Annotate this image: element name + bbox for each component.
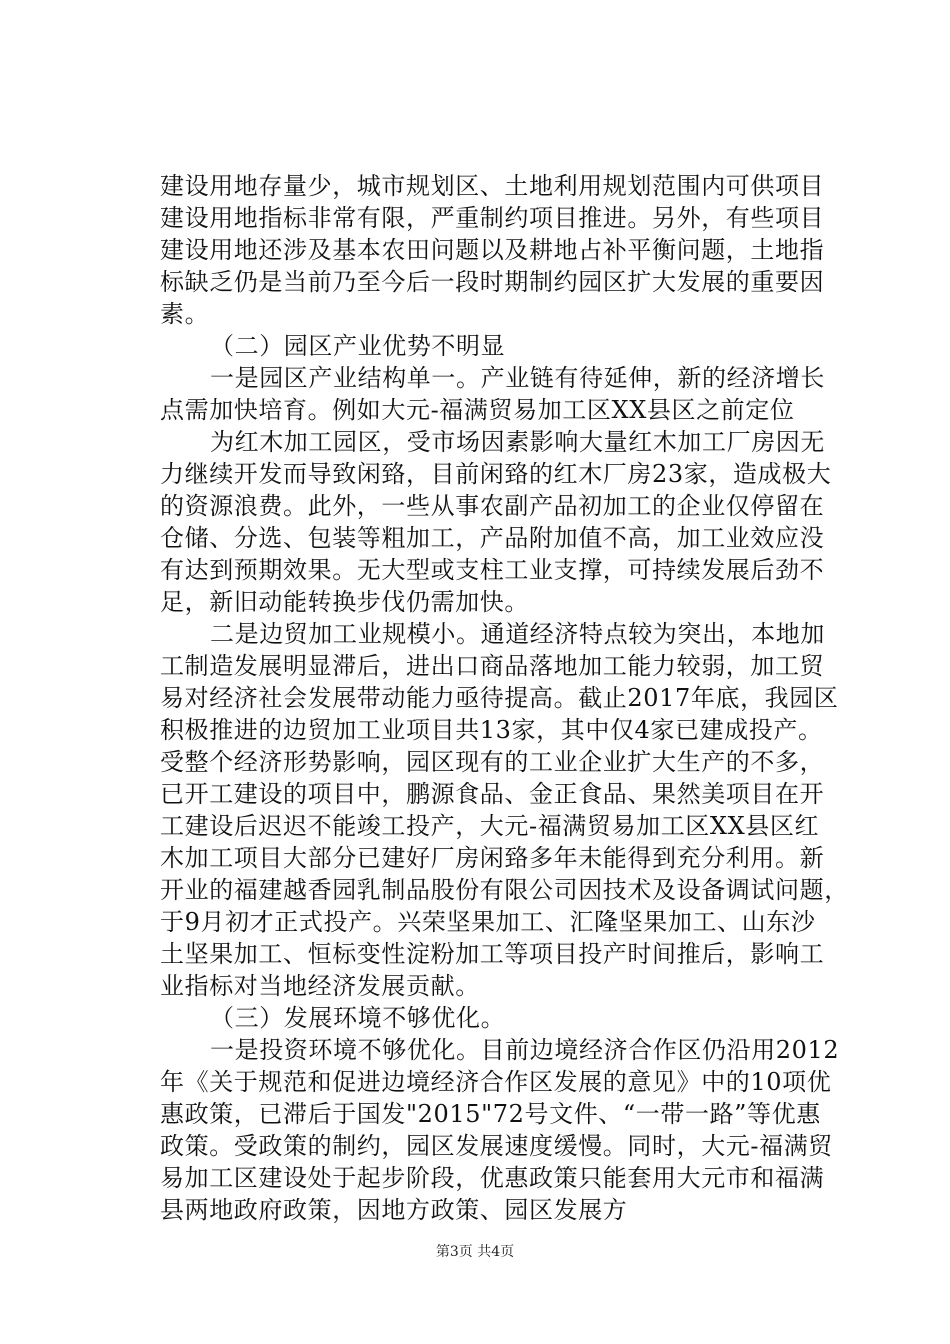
section-heading: （二）园区产业优势不明显 — [210, 332, 506, 360]
text-line: 为红木加工园区，受市场因素影响大量红木加工厂房因无 — [210, 428, 825, 456]
text-line: 标缺乏仍是当前乃至今后一段时期制约园区扩大发展的重要因 — [160, 268, 825, 296]
text-line: 受整个经济形势影响，园区现有的工业企业扩大生产的不多， — [160, 748, 825, 776]
text-line: 足，新旧动能转换步伐仍需加快。 — [160, 588, 529, 616]
text-line: 的资源浪费。此外，一些从事农副产品初加工的企业仅停留在 — [160, 492, 825, 520]
text-line: 惠政策，已滞后于国发"2015"72号文件、“一带一路”等优惠 — [160, 1100, 821, 1128]
text-line: 于9月初才正式投产。兴荣坚果加工、汇隆坚果加工、山东沙 — [160, 908, 816, 936]
text-line: 易对经济社会发展带动能力亟待提高。截止2017年底，我园区 — [160, 684, 839, 712]
text-line: 政策。受政策的制约，园区发展速度缓慢。同时，大元-福满贸 — [160, 1132, 833, 1160]
text-line: 点需加快培育。例如大元-福满贸易加工区XX县区之前定位 — [160, 396, 795, 424]
text-line: 积极推进的边贸加工业项目共13家，其中仅4家已建成投产。 — [160, 716, 823, 744]
text-line: 建设用地存量少，城市规划区、土地利用规划范围内可供项目 — [160, 172, 825, 200]
page-number: 第3页 共4页 — [435, 1244, 515, 1260]
text-line: 建设用地还涉及基本农田问题以及耕地占补平衡问题，土地指 — [160, 236, 825, 264]
text-line: 工制造发展明显滞后，进出口商品落地加工能力较弱，加工贸 — [160, 652, 825, 680]
text-line: 有达到预期效果。无大型或支柱工业支撑，可持续发展后劲不 — [160, 556, 825, 584]
document-body — [160, 170, 849, 1226]
text-line: 工建设后迟迟不能竣工投产，大元-福满贸易加工区XX县区红 — [160, 812, 820, 840]
text-line: 开业的福建越香园乳制品股份有限公司因技术及设备调试问题， — [160, 876, 849, 904]
text-line: 土坚果加工、恒标变性淀粉加工等项目投产时间推后，影响工 — [160, 940, 825, 968]
text-line: 年《关于规范和促进边境经济合作区发展的意见》中的10项优 — [160, 1068, 832, 1096]
text-line: 业指标对当地经济发展贡献。 — [160, 972, 480, 1000]
text-line: 力继续开发而导致闲臵，目前闲臵的红木厂房23家，造成极大 — [160, 460, 832, 488]
text-line: 县两地政府政策，因地方政策、园区发展方 — [160, 1196, 628, 1224]
text-line: 仓储、分选、包装等粗加工，产品附加值不高，加工业效应没 — [160, 524, 825, 552]
text-line: 一是投资环境不够优化。目前边境经济合作区仍沿用2012 — [210, 1036, 840, 1064]
text-line: 易加工区建设处于起步阶段，优惠政策只能套用大元市和福满 — [160, 1164, 825, 1192]
section-heading: （三）发展环境不够优化。 — [210, 1004, 506, 1032]
text-line: 二是边贸加工业规模小。通道经济特点较为突出，本地加 — [210, 620, 825, 648]
text-line: 一是园区产业结构单一。产业链有待延伸，新的经济增长 — [210, 364, 825, 392]
text-line: 已开工建设的项目中，鹏源食品、金正食品、果然美项目在开 — [160, 780, 825, 808]
text-line: 木加工项目大部分已建好厂房闲臵多年未能得到充分利用。新 — [160, 844, 825, 872]
text-line: 建设用地指标非常有限，严重制约项目推进。另外，有些项目 — [160, 204, 825, 232]
text-line: 素。 — [160, 300, 210, 328]
